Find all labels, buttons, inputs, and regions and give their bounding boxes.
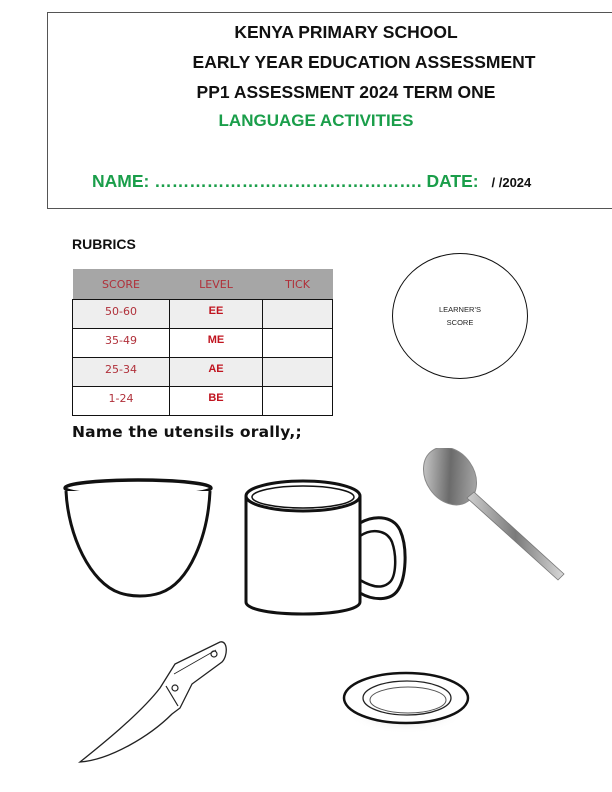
- level-cell: AE: [170, 358, 263, 387]
- subject-title: LANGUAGE ACTIVITIES: [218, 111, 414, 130]
- mug-image: [242, 478, 417, 623]
- table-row: [73, 387, 333, 416]
- score-cell: 50-60: [73, 300, 170, 329]
- name-field[interactable]: NAME: ……………………………………….: [92, 171, 422, 191]
- col-score: SCORE: [73, 269, 170, 300]
- date-field[interactable]: / /2024: [491, 175, 532, 190]
- spoon-image: [412, 448, 572, 588]
- col-tick: TICK: [263, 269, 333, 300]
- date-label: DATE:: [426, 171, 479, 191]
- level-cell: EE: [170, 300, 263, 329]
- level-cell: ME: [170, 329, 263, 358]
- rubrics-title: RUBRICS: [72, 236, 136, 252]
- score-cell: 1-24: [73, 387, 170, 416]
- assessment-title: EARLY YEAR EDUCATION ASSESSMENT: [192, 52, 536, 72]
- level-cell: BE: [170, 387, 263, 416]
- table-row: [73, 329, 333, 358]
- school-name: KENYA PRIMARY SCHOOL: [234, 22, 458, 42]
- col-level: LEVEL: [170, 269, 263, 300]
- table-header-row: [73, 269, 333, 300]
- bowl-image: [60, 475, 220, 605]
- name-date-line: [92, 171, 531, 192]
- tick-cell[interactable]: [263, 329, 333, 358]
- plate-image: [340, 660, 470, 740]
- tick-cell[interactable]: [263, 387, 333, 416]
- table-row: [73, 358, 333, 387]
- tick-cell[interactable]: [263, 358, 333, 387]
- rubrics-table: [72, 269, 333, 416]
- score-cell: 35-49: [73, 329, 170, 358]
- learner-score-circle[interactable]: [392, 253, 528, 379]
- knife-image: [70, 636, 230, 766]
- tick-cell[interactable]: [263, 300, 333, 329]
- score-cell: 25-34: [73, 358, 170, 387]
- score-label-line2: SCORE: [446, 318, 474, 327]
- instruction-text: Name the utensils orally,;: [72, 423, 302, 441]
- score-label-line1: LEARNER’S: [438, 305, 482, 314]
- table-row: [73, 300, 333, 329]
- term-title: PP1 ASSESSMENT 2024 TERM ONE: [196, 82, 496, 102]
